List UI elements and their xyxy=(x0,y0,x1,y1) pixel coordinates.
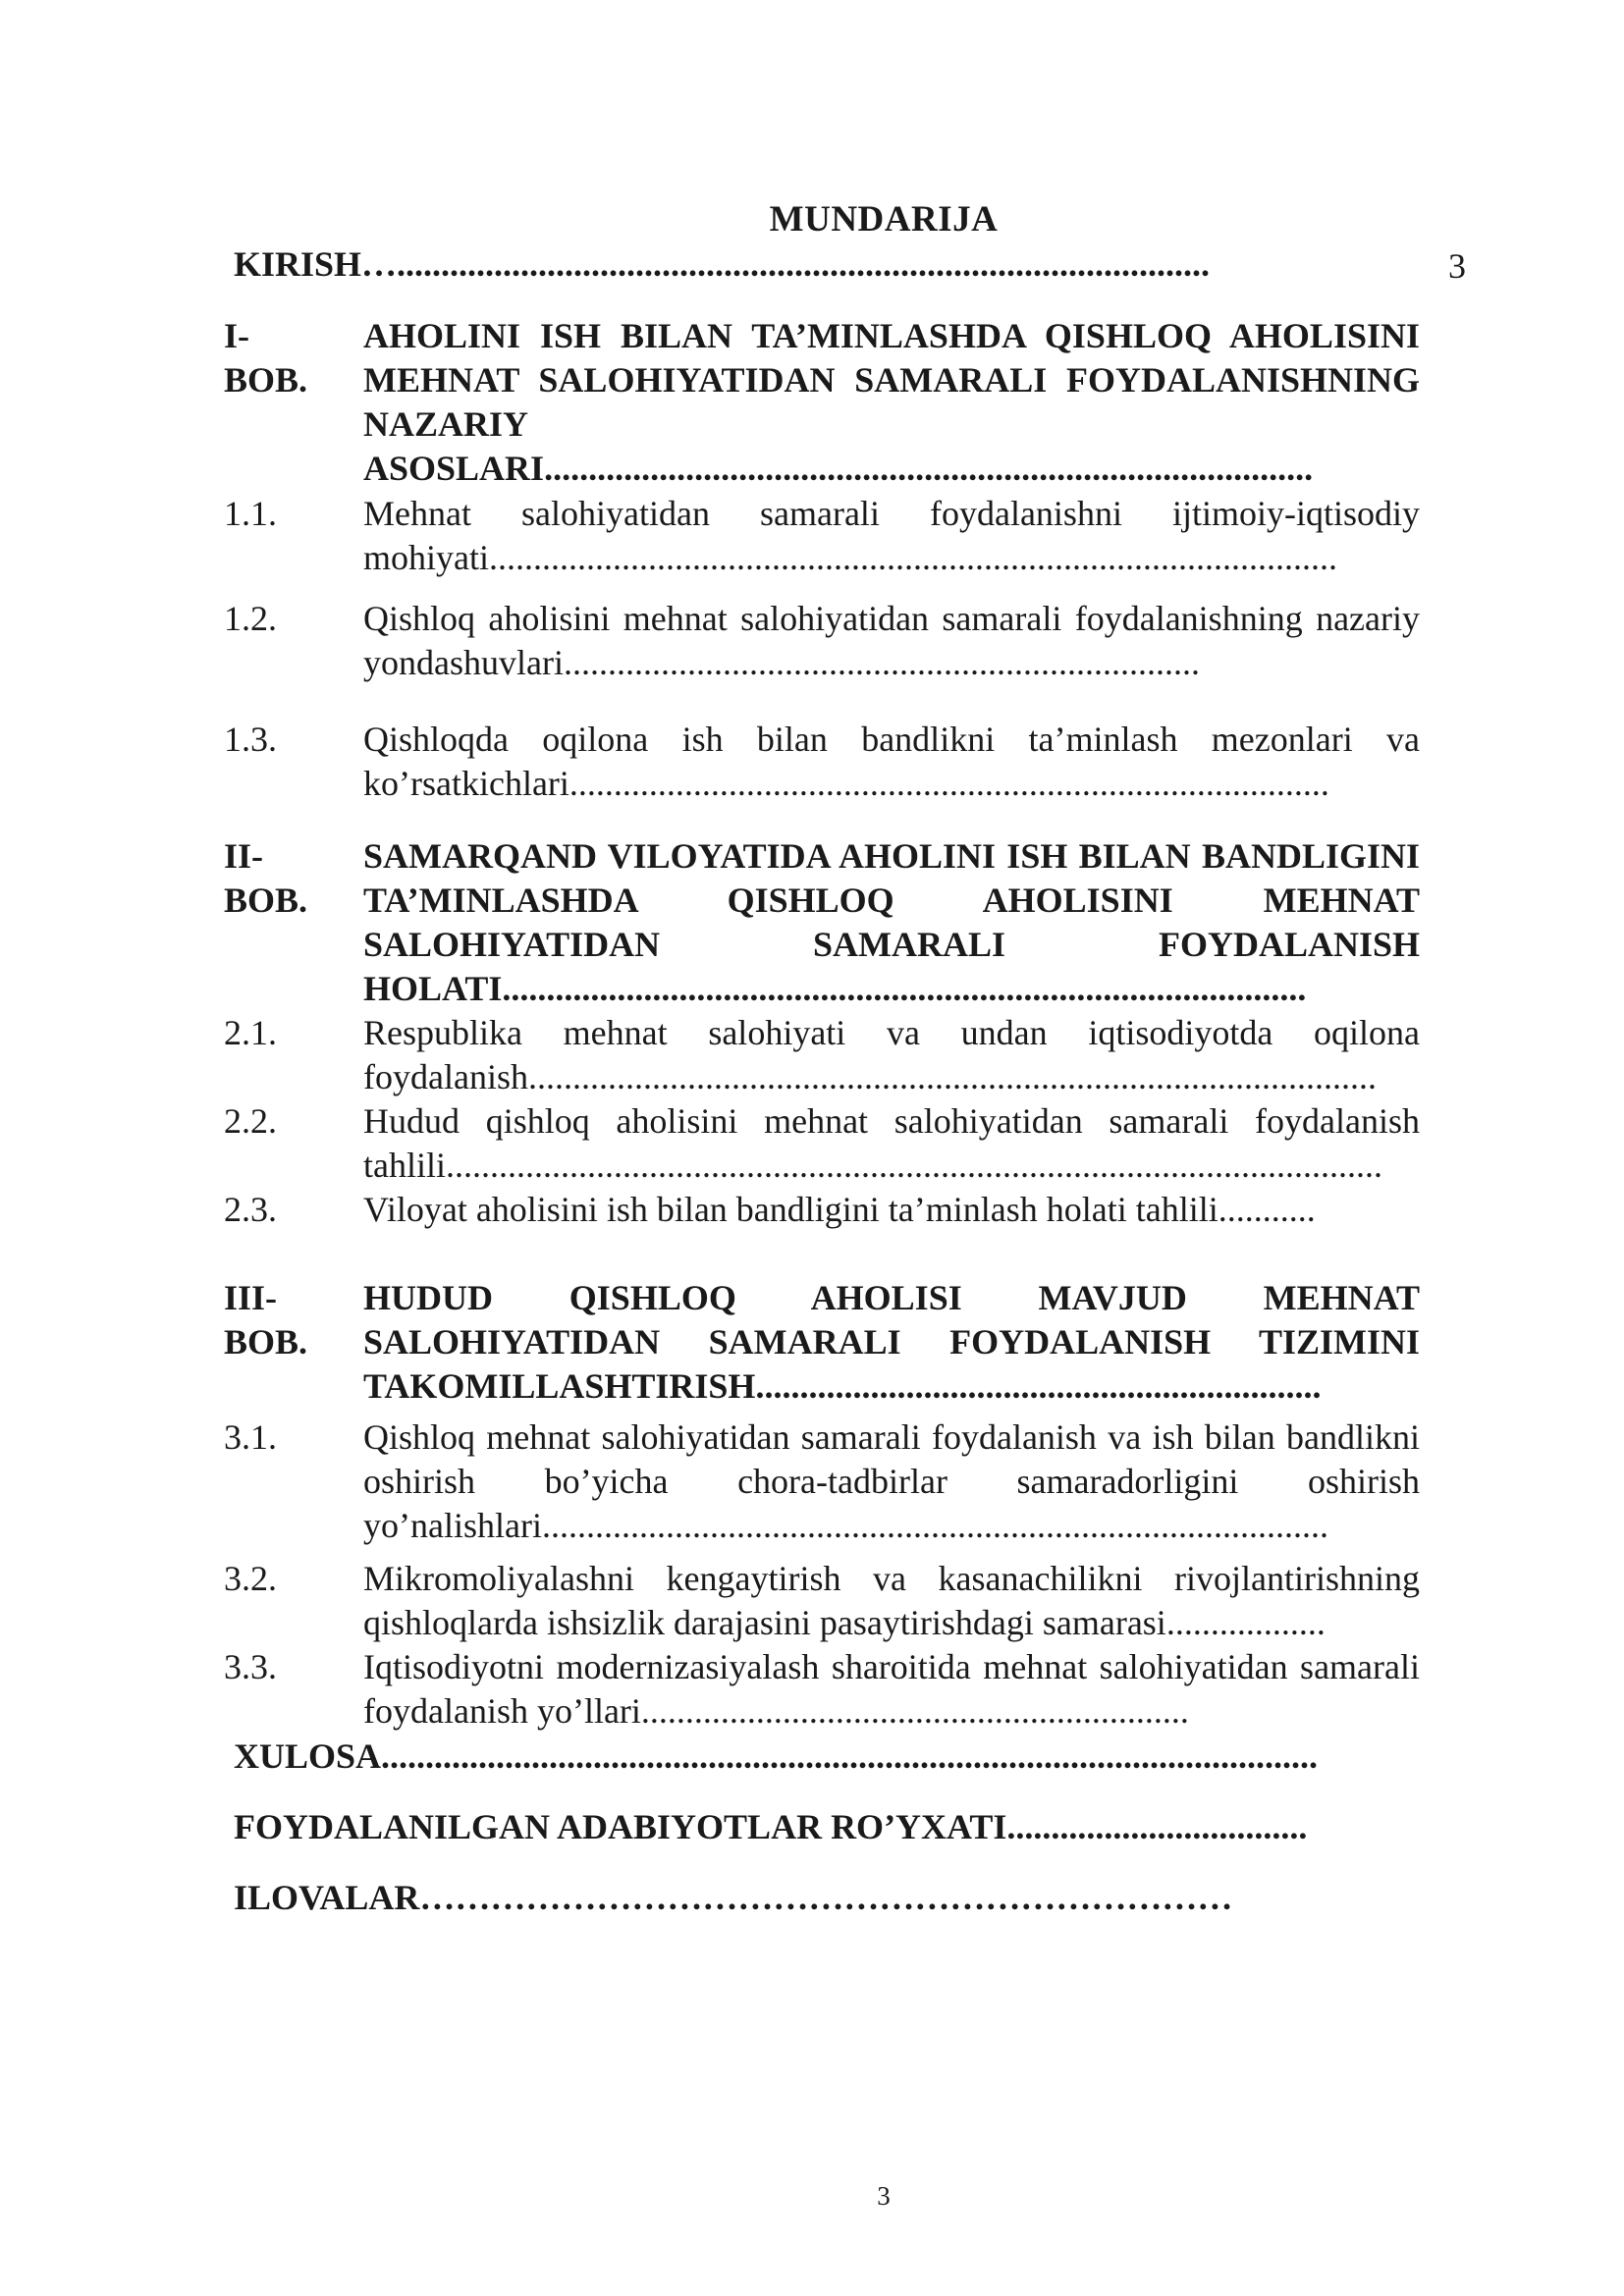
chapter-3-title: HUDUD QISHLOQ AHOLISI MAVJUD MEHNAT SALOHIYATIDAN SAMARALI FOYDALANISH TIZIMINI TAKOMILLASHTIRISH................................................................ xyxy=(363,1278,1420,1406)
toc-entry-references: FOYDALANILGAN ADABIYOTLAR RO’YXATI.................................. xyxy=(234,1807,1308,1846)
section-number: 2.2. xyxy=(224,1101,277,1141)
toc-entry-intro xyxy=(234,241,1461,287)
chapter-2-number: II- BOB. xyxy=(224,836,308,920)
section-title: Hudud qishloq aholisini mehnat salohiyatidan samarali foydalanish tahlili.......................................................................................................... xyxy=(363,1101,1420,1185)
section-number: 3.1. xyxy=(224,1417,277,1457)
section-number: 1.2. xyxy=(224,599,277,638)
chapter-2-title: SAMARQAND VILOYATIDA AHOLINI ISH BILAN BANDLIGINI TA’MINLASHDA QISHLOQ AHOLISINI MEHNAT SALOHIYATIDAN SAMARALI FOYDALANISH HOLATI........................................................................................... xyxy=(363,836,1420,1008)
section-number: 3.3. xyxy=(224,1647,277,1686)
chapter-1-number: I- BOB. xyxy=(224,316,308,400)
intro-page-number: 3 xyxy=(1448,246,1466,286)
section-number: 1.1. xyxy=(224,494,277,533)
intro-label: KIRISH… xyxy=(234,244,398,284)
section-title: Qishloq mehnat salohiyatidan samarali foydalanish va ish bilan bandlikni oshirish bo’yicha chora-tadbirlar samaradorligini oshirish yo’nalishlari......................................................................................... xyxy=(363,1417,1420,1545)
section-title: Mehnat salohiyatidan samarali foydalanishni ijtimoiy-iqtisodiy mohiyati................................................................................................ xyxy=(363,494,1420,577)
intro-dots: ............................................................................................ xyxy=(397,244,1211,284)
section-number: 2.1. xyxy=(224,1013,277,1052)
section-number: 1.3. xyxy=(224,720,277,759)
footer-page-number: 3 xyxy=(877,2181,891,2211)
chapter-1-title: AHOLINI ISH BILAN TA’MINLASHDA QISHLOQ AHOLISINI MEHNAT SALOHIYATIDAN SAMARALI FOYDALANISHNING NAZARIY ASOSLARI....................................................................................... xyxy=(363,316,1420,488)
section-title: Viloyat aholisini ish bilan bandligini ta’minlash holati tahlili........... xyxy=(363,1190,1316,1229)
section-title: Mikromoliyalashni kengaytirish va kasanachilikni rivojlantirishning qishloqlarda ishsizlik darajasini pasaytirishdagi samarasi.................. xyxy=(363,1559,1420,1642)
section-number: 3.2. xyxy=(224,1559,277,1598)
section-number: 2.3. xyxy=(224,1190,277,1229)
section-title: Qishloq aholisini mehnat salohiyatidan samarali foydalanishning nazariy yondashuvlari........................................................................ xyxy=(363,599,1420,682)
section-title: Iqtisodiyotni modernizasiyalash sharoitida mehnat salohiyatidan samarali foydalanish yo’llari.............................................................. xyxy=(363,1647,1420,1731)
section-title: Qishloqda oqilona ish bilan bandlikni ta’minlash mezonlari va ko’rsatkichlari...................................................................................... xyxy=(363,720,1420,803)
toc-entry-appendix: ILOVALAR…………………………………………………………… xyxy=(234,1878,1233,1917)
toc-entry-conclusion: XULOSA.......................................................................................................... xyxy=(234,1736,1319,1776)
chapter-3-number: III- BOB. xyxy=(224,1278,308,1362)
page-title: MUNDARIJA xyxy=(769,199,999,240)
section-title: Respublika mehnat salohiyati va undan iqtisodiyotda oqilona foydalanish................................................................................................ xyxy=(363,1013,1420,1096)
